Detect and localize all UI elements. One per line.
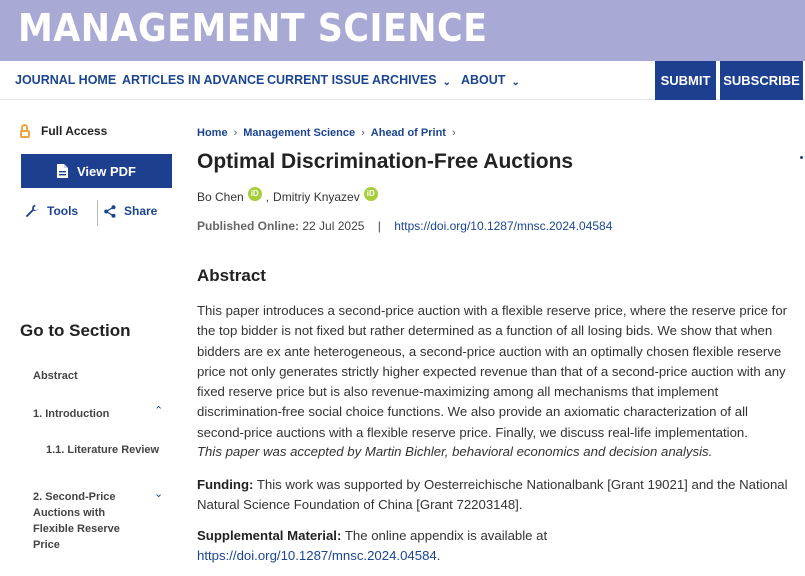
journal-title[interactable]: MANAGEMENT SCIENCE [18, 6, 488, 50]
nav-articles-in-advance[interactable]: ARTICLES IN ADVANCE [122, 73, 265, 87]
submit-button[interactable]: SUBMIT [655, 61, 716, 100]
author-link[interactable]: Bo Chen [197, 190, 244, 204]
chevron-down-icon[interactable]: ⌄ [154, 488, 164, 500]
funding-text: This work was supported by Oesterreichische Nationalbank [Grant 19021] and the National Natural Science Foundation of China [Grant 72203148]. [197, 477, 788, 512]
supplemental-label: Supplemental Material: [197, 528, 342, 543]
nav-journal-home[interactable]: JOURNAL HOME [15, 73, 117, 87]
section-link-abstract[interactable]: Abstract [33, 370, 78, 382]
section-link-second-price-auctions[interactable]: 2. Second-Price Auctions with Flexible Reserve Price [33, 491, 120, 551]
pub-separator: | [377, 219, 381, 233]
author-link[interactable]: Dmitriy Knyazev [273, 190, 360, 204]
published-label: Published Online: [197, 219, 300, 233]
share-icon [104, 205, 116, 218]
author-list [197, 190, 382, 204]
nav-current-issue[interactable]: CURRENT ISSUE [267, 73, 370, 87]
supplemental-doi-link[interactable]: https://doi.org/10.1287/mnsc.2024.04584 [197, 547, 437, 563]
lock-open-icon [20, 124, 30, 138]
subscribe-button[interactable]: SUBSCRIBE [720, 61, 803, 100]
view-pdf-button[interactable] [21, 154, 172, 188]
view-pdf-label: View PDF [76, 163, 136, 179]
pdf-file-icon [57, 164, 68, 178]
accepted-by-note: This paper was accepted by Martin Bichler, behavioral economics and decision analysis. [197, 444, 713, 459]
published-date: 22 Jul 2025 [302, 219, 365, 233]
abstract-text: This paper introduces a second-price auction with a flexible reserve price, where the reserve price for the top bidder is not fixed but rather determined as a function of all losing bids. We show that when bidders are ex ante heterogeneous, a second-price auction with an optimally chosen flexible reserve price not only generates strictly higher expected revenue than that of a second-price auction with any fixed reserve price but is also revenue-maximizing among all mechanisms that implement discrimination-free social choice functions. We also provide an axiomatic characterization of all second-price auctions with a flexible reserve price. Finally, we discuss real-life implementation. [197, 303, 788, 440]
wrench-icon [25, 204, 39, 218]
article-title: Optimal Discrimination-Free Auctions [197, 150, 574, 173]
orcid-icon[interactable]: iD [364, 187, 378, 201]
breadcrumb [197, 127, 462, 139]
tools-share-divider [97, 200, 98, 226]
supplemental-note [197, 526, 797, 565]
orcid-icon[interactable]: iD [248, 187, 262, 201]
chevron-right-icon: › [233, 127, 238, 139]
supplemental-period: . [436, 547, 441, 563]
access-status [20, 124, 107, 138]
breadcrumb-ahead-of-print[interactable]: Ahead of Print [370, 127, 446, 139]
funding-note [197, 475, 797, 514]
section-link-literature-review[interactable]: 1.1. Literature Review [46, 444, 160, 456]
chevron-right-icon: › [451, 127, 456, 139]
publication-info [197, 219, 612, 233]
go-to-section-heading: Go to Section [20, 321, 131, 340]
chevron-right-icon: › [361, 127, 365, 139]
author-separator: , [265, 190, 270, 204]
breadcrumb-management-science[interactable]: Management Science [243, 127, 356, 139]
nav-archives[interactable]: ARCHIVES ⌄ [372, 73, 451, 88]
chevron-down-icon: ⌄ [511, 77, 520, 88]
abstract-heading: Abstract [197, 266, 266, 285]
supplemental-text: The online appendix is available at [344, 528, 548, 543]
scroll-indicator [800, 156, 803, 159]
tools-button[interactable] [25, 204, 78, 218]
chevron-down-icon: ⌄ [442, 77, 451, 88]
share-button[interactable] [104, 204, 157, 218]
tools-label: Tools [47, 204, 79, 218]
nav-about[interactable]: ABOUT ⌄ [461, 73, 520, 88]
doi-link[interactable]: https://doi.org/10.1287/mnsc.2024.04584 [394, 219, 613, 233]
journal-banner [0, 0, 805, 61]
breadcrumb-home[interactable]: Home [197, 127, 228, 139]
access-label: Full Access [41, 124, 108, 138]
share-label: Share [124, 204, 158, 218]
chevron-up-icon[interactable]: ⌃ [154, 405, 164, 417]
funding-label: Funding: [197, 477, 254, 492]
section-link-introduction[interactable]: 1. Introduction [33, 408, 110, 420]
